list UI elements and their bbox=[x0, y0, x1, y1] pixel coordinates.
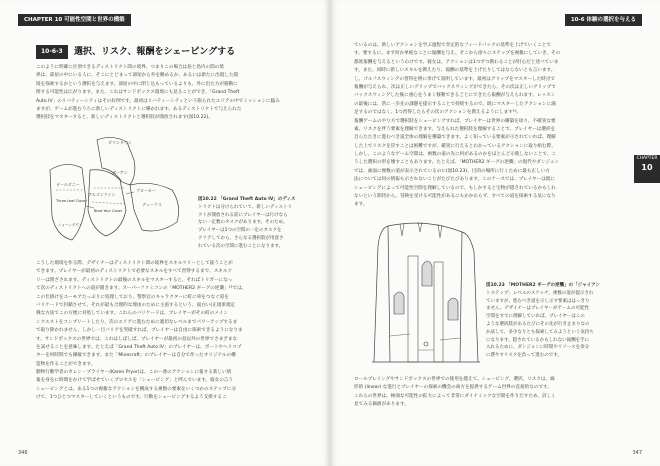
map-label: デュークス bbox=[142, 202, 162, 207]
text-line: では、画面に複数の道が表示されているのに(図10.23)、目的の場所に行くために最も正しい方 bbox=[354, 168, 550, 174]
cave-wall-left bbox=[374, 226, 390, 362]
map-label: Three Leaf Clover bbox=[56, 199, 87, 203]
text-line: バックスウィングした後に重心をうまく移動できるごとにできたら報酬が与えられます。レッスン bbox=[354, 93, 556, 99]
text-line: 戦な方法でこの方便に対処しています。これらのバリケードは、プレイヤーがその町のメイン bbox=[36, 311, 228, 317]
caption-line: ような選択肢があるたびにその先が行き止まりなの bbox=[486, 321, 590, 327]
caption-line: 空間をすでに理解していれば、プレイヤーはこの bbox=[486, 314, 585, 320]
text-line: 自らたたきに進むべき道全体の理解を構築できます。よく知っている要素が示されていれば、理解 bbox=[354, 135, 556, 141]
caption-line: ない一定数のタスクがあります。そのため、 bbox=[198, 220, 288, 226]
text-line: Auto IV」のリバティーシティはその好例です。最初はリバティーシティという限られたエリアの中でミッションに臨み bbox=[36, 98, 280, 104]
text-line: て次のディストリクトへの道が開きます。スーパーファミコンの「MOTHER2 ギーグの逆襲」¹⁵では、 bbox=[36, 286, 247, 292]
cave-opening bbox=[422, 261, 432, 286]
text-line: 都度報酬を与えるというわけです。彼女は、アクションは1つずつ教わることが肝心だと述べていま bbox=[354, 59, 559, 65]
map-label: ショーンダウン bbox=[58, 223, 83, 227]
map-label: Blow Your Cover bbox=[94, 209, 123, 213]
text-line: リーは閉ざされます。ディストリクトの最後のスキルをマスターすると、そればトリガーになっ bbox=[36, 277, 233, 283]
caption-line: トリクトは分けられていて、新しいディストリ bbox=[198, 204, 292, 210]
text-line: けて、1つひとつマスターしていくというものです。行動をシェーピングするよう支援するこ bbox=[36, 395, 227, 401]
text-line: 選択肢をマスターすると、新しいディストリクトと選択肢が開放されます(図10.22)。 bbox=[36, 115, 213, 121]
text-line: で取り除かれません。しかし一旦バリアを突破すれば、プレイヤーは自由に探索できるようになりま bbox=[36, 328, 243, 334]
text-line: シェーピングによって可能性空間を理解しているので、もしかすると宝物が隠されているかもしれ bbox=[354, 185, 556, 191]
cave-pillar bbox=[434, 262, 443, 362]
side-tab-number: 10 bbox=[641, 163, 653, 172]
caption-line: 図10.23 「MOTHER2 ギーグの逆襲」の「ジャイアン bbox=[486, 283, 600, 288]
page-number: 347 bbox=[632, 450, 642, 456]
paragraph-shaping bbox=[354, 42, 624, 210]
text-line: ロールプレイングやサンドボックスの世界での使用を越えて、シェーピング、選択、リスクは、線 bbox=[354, 377, 555, 382]
text-line: 境を探索するかという選択を与えます。部屋の中に閉じ込もっているよりも、外に出た方が移動に bbox=[36, 81, 238, 87]
caption-line: クトが開放される前にプレイヤーは行けなら bbox=[198, 212, 288, 218]
map-label: ボーアン bbox=[112, 170, 128, 175]
caption-line: ていますが、進むべき道を示し示す要素ははっきり bbox=[486, 298, 590, 304]
text-line: ンクエストをコンプリートしたり、次のエリアに進むために適切なレベルまでパワーアップするま bbox=[36, 319, 238, 325]
caption-line: か試して、多少なりとも探索してみようという気持ち bbox=[486, 329, 594, 335]
figure-caption bbox=[486, 282, 636, 360]
map-label: アルゴンクイン bbox=[88, 192, 116, 197]
text-line: ターを何時間でも操縦できます。また「Minecraft」のプレイヤーは自分で作ったオリジナルの構 bbox=[36, 353, 236, 359]
text-line: この仕掛けをユーモアたっぷりに処理しており、警察官のキャラクターに町に車をつなぐ道を bbox=[36, 294, 229, 300]
text-line: 界は、部屋の中にいる人に、そこにとどまって部屋から外を眺めるか、あるいは新たに出現した環 bbox=[36, 73, 239, 79]
text-line: 素、リスクを伴う要素を理解できます。与えられた選択肢を理解することで、プレイヤーは選択を bbox=[354, 126, 556, 132]
text-line: こうした環境を作る際、デザイナーはディストリクト間の境界をスキルツリーとして扱うことが bbox=[36, 261, 233, 266]
paragraph-intro bbox=[36, 64, 308, 123]
figure-caption bbox=[198, 196, 310, 251]
caption-line: に費やすリスクを負って進むのです。 bbox=[486, 353, 562, 359]
cave-opening bbox=[448, 298, 458, 320]
text-line: を試せることを意味します。たとえば「Grand Theft Auto IV」のプレイヤーは、ボートやヘリコプ bbox=[36, 344, 242, 350]
text-line: うした選択の形を壊すこともあります。たとえば、「MOTHER2 ギーグの逆襲」の現代やダンジョン bbox=[354, 160, 560, 166]
side-tab-label: CHAPTER bbox=[636, 156, 658, 161]
cave-pillar bbox=[408, 256, 418, 362]
text-line: 動物行動学者のカレン・プライヤー(Karen Pryor)は、このー連のアクションに報する新しい情 bbox=[36, 370, 232, 376]
text-line: した上でリスクを冒すことは困難ですが、確実に行えるとわかっているアクションに取り組む際、 bbox=[354, 143, 556, 149]
section-title: 選択、リスク、報酬をシェーピングする bbox=[74, 47, 236, 57]
text-line: ているのは、新しいアクションを学ぶ過程で肯定的なフィードバックの基準を上げていくことで bbox=[354, 43, 551, 48]
map-label: ブローカー bbox=[136, 188, 156, 193]
cave-opening bbox=[394, 292, 404, 314]
text-line: できます。プレイヤーが最初のディストリクトで必要なスキルをすべて習得するまで、スキルツ bbox=[36, 269, 233, 275]
paragraph-conclusion bbox=[354, 376, 624, 410]
caption-line: れている次の空間に進むことになります。 bbox=[198, 243, 284, 249]
map-label: ダウンタウン bbox=[108, 140, 132, 145]
text-line: し、ゴルフスウィングの習得を例に挙げて説明しています。最初はグリップをマスターした時点で bbox=[354, 76, 556, 82]
text-line: 足するのではなく、1つ習得したらその次のアクションを教えるようにします¹⁶。 bbox=[354, 110, 522, 116]
text-line: ます。 bbox=[354, 202, 368, 208]
chapter-header: CHAPTER 10 可能性空間と世界の構築 bbox=[18, 14, 131, 26]
caption-line: 図10.22 「Grand Theft Auto IV」のディス bbox=[198, 197, 296, 202]
text-line: 形的 (linear) な進行とプレイヤーの探索の機会の両方を提供するゲーム世界の直接的なのです。 bbox=[354, 385, 552, 391]
mother2-dungeon-sketch bbox=[370, 216, 482, 366]
text-line: 法については何の情報も示されないことがたびたびあります。このケースでは、プレイヤーは既に bbox=[354, 177, 556, 183]
caption-line: 入れるために、ダンジョンに時間やリソースを余分 bbox=[486, 345, 590, 351]
cave-ceiling bbox=[388, 223, 462, 232]
caption-line: になります。隠されているかもしれない報酬を手に bbox=[486, 337, 590, 343]
text-line: す。また、同時に新しいスキルを教えたり、報酬の基準を上げたりしてはならないとも言います。 bbox=[354, 68, 556, 74]
cave-wall-right bbox=[460, 232, 478, 362]
caption-line: トステップ」レベルのスケッチ。複数の道が提示され bbox=[486, 290, 594, 296]
page-number: 346 bbox=[18, 450, 28, 456]
text-line: 報を身をに時間をかけて学ばせていくプロセスを「シェーピング」と呼んでいます。彼女の言う bbox=[36, 378, 233, 384]
text-line: このように明確に区別できるディストリクト間の境界、つまりこの場合は島と島内の間の境 bbox=[36, 65, 224, 70]
text-line: す。要するに、まず何か単純なことに報酬を与え、そこから徐々にステップを複雑にしていき、その bbox=[354, 51, 561, 57]
section-header: 10-6 体験の選択を与える bbox=[565, 14, 642, 26]
text-line: バリケードで封鎖させて、それが最も合理的な理由のために主張するという、面白い(正規軍規定 bbox=[36, 302, 236, 308]
text-line: しかし、このようなゲーム空間は、複数の道の先に何があるのかをほとんど示唆しないことで、こ bbox=[354, 152, 557, 158]
map-label: オールダニー bbox=[56, 182, 80, 187]
chapter-side-tab bbox=[634, 155, 660, 183]
text-line: 報酬ゲームのやり方で選択肢をシェーピングすれば、プレイヤーは世界の構築を徐々、不確実な要 bbox=[354, 118, 556, 124]
text-line: 造物を作ることができます。 bbox=[36, 361, 96, 367]
text-line: これらの世界は、極端な可能性の拡大によって非常にダイナミックな空間を作りだすため、詳しく bbox=[354, 393, 556, 399]
caption-line: クリアしてから、さらなる選択肢が用意さ bbox=[198, 235, 284, 241]
text-line: シェーピングとは、ある1つの複雑なアクションを構成する複数の要素をいくつかのステップに分 bbox=[36, 386, 237, 392]
caption-line: ません。デザイナーはプレイヤーがゲームの可能性 bbox=[486, 306, 590, 312]
text-line: 見てみる価値があります。 bbox=[354, 402, 409, 408]
text-line: 関する可能性は広がります。また、これはサンドボックス環境にも見ることができ、「Grand Theft bbox=[36, 90, 240, 96]
text-line: す。サンドボックスの世界では、これはしばしば、プレイヤーが最初の島以外の世界でさまざまな bbox=[36, 336, 238, 342]
text-line: ますが、ゲームが進むうちに新しいディストリクトに導かれます。あるディストリクトで与えられた bbox=[36, 106, 242, 112]
gta-map-sketch bbox=[42, 130, 192, 252]
text-line: の最後には、常に一歩先の課題を提示することで持続するので、既にマスターしたアクションに満 bbox=[354, 101, 556, 107]
right-page bbox=[330, 0, 660, 466]
caption-line: プレイヤーは1つの空間の一定のタスクを bbox=[198, 228, 282, 234]
section-number: 10-6-3 bbox=[36, 45, 68, 59]
paragraph-body bbox=[36, 260, 308, 403]
player-figure bbox=[424, 342, 428, 346]
text-line: ないという期待から、冒険を受ける可能性があるにもかかわらず、すべての道を探索する気になり bbox=[354, 194, 556, 200]
text-line: 報酬が与えられ、次は正しいグリップでバックスウィングができたら、その次は正しいグリップで bbox=[354, 84, 556, 90]
